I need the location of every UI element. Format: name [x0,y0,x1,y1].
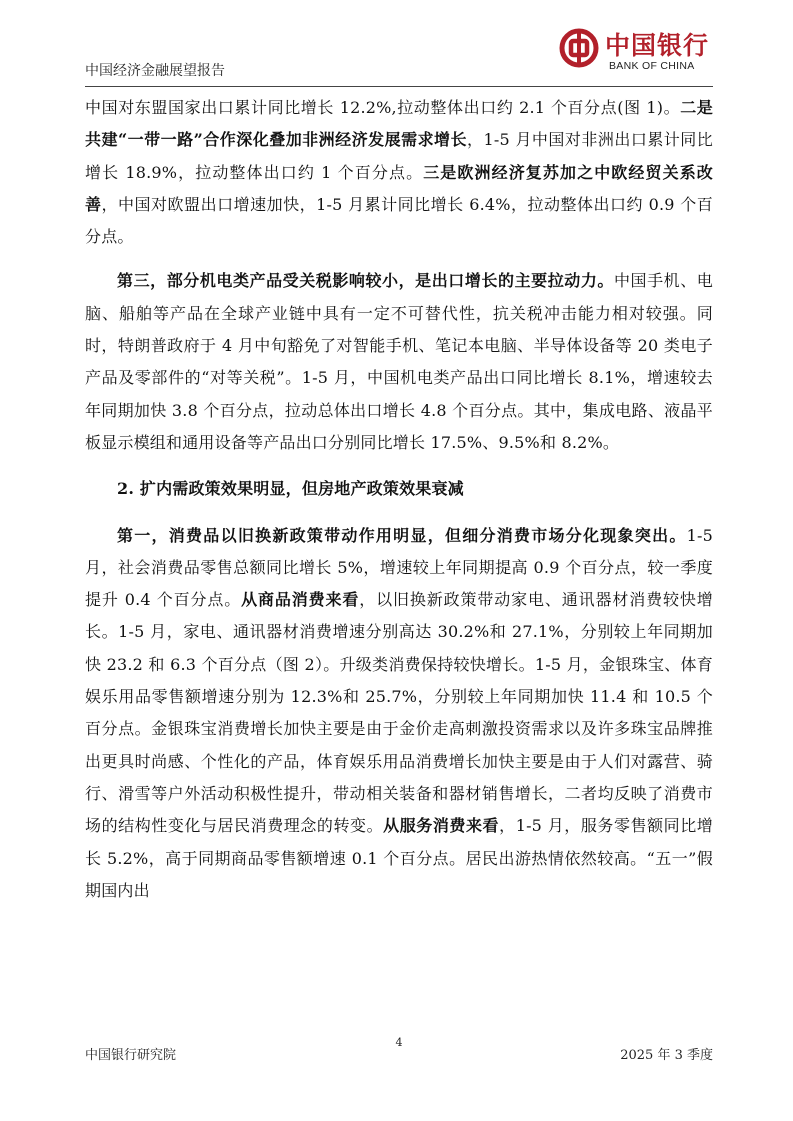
bold-phrase: 第三，部分机电类产品受关税影响较小，是出口增长的主要拉动力。 [117,271,614,291]
section-heading: 2. 扩内需政策效果明显，但房地产政策效果衰减 [117,479,464,499]
bank-of-china-emblem-icon [559,28,599,68]
paragraph-export-regions: 中国对东盟国家出口累计同比增长 12.2%,拉动整体出口约 2.1 个百分点(图 1)。二是共建“一带一路”合作深化叠加非洲经济发展需求增长，1-5 月中国对非洲出口累计同比增长 18.9%，拉动整体出口约 1 个百分点。三是欧洲经济复苏加之中欧经贸关系改善，中国对欧盟出口增速加快，1-5 月累计同比增长 6.4%，拉动整体出口约 0.9 个百分点。 [85,98,714,247]
bold-phrase: 三是欧洲经济复苏加之中欧经贸关系改善 [85,162,713,214]
bank-logo [559,24,711,80]
page-header [85,20,713,87]
bold-phrase: 从服务消费来看 [383,816,500,836]
bold-phrase: 从商品消费来看 [241,590,360,610]
logo-chinese-text: 中国银行 [605,31,710,60]
page-footer [85,1036,713,1064]
footer-institute: 中国银行研究院 [85,1048,177,1063]
bold-phrase: 二是共建“一带一路”合作深化叠加非洲经济发展需求增长 [85,98,714,150]
paragraph-electromechanical: 第三，部分机电类产品受关税影响较小，是出口增长的主要拉动力。中国手机、电脑、船舶等产品在全球产业链中具有一定不可替代性，抗关税冲击能力相对较强。同时，特朗普政府于 4 月中旬豁免了对智能手机、笔记本电脑、半导体设备等 20 类电子产品及零部件的“对等关税”。1-5 月，中国机电类产品出口同比增长 8.1%，增速较去年同期加快 3.8 个百分点，拉动总体出口增长 4.8 个百分点。其中，集成电路、液晶平板显示模组和通用设备等产品出口分别同比增长 17.5%、9.5%和 8.2%。 [85,271,713,452]
paragraph-consumption: 第一，消费品以旧换新政策带动作用明显，但细分消费市场分化现象突出。1-5 月，社会消费品零售总额同比增长 5%，增速较上年同期提高 0.9 个百分点，较一季度提升 0.4 个百分点。从商品消费来看，以旧换新政策带动家电、通讯器材消费较快增长。1-5 月，家电、通讯器材消费增速分别高达 30.2%和 27.1%，分别较上年同期加快 23.2 和 6.3 个百分点（图 2）。升级类消费保持较快增长。1-5 月，金银珠宝、体育娱乐用品零售额增速分别为 12.3%和 25.7%，分别较上年同期加快 11.4 和 10.5 个百分点。金银珠宝消费增长加快主要是由于金价走高刺激投资需求以及许多珠宝品牌推出更具时尚感、个性化的产品，体育娱乐用品消费增长加快主要是由于人们对露营、骑行、滑雪等户外活动积极性提升，带动相关装备和器材销售增长，二者均反映了消费市场的结构性变化与居民消费理念的转变。从服务消费来看，1-5 月，服务零售额同比增长 5.2%，高于同期商品零售额增速 0.1 个百分点。居民出游热情依然较高。“五一”假期国内出 [85,525,713,900]
logo-english-text: BANK OF CHINA [609,60,695,72]
bold-phrase: 第一，消费品以旧换新政策带动作用明显，但细分消费市场分化现象突出。 [117,525,687,545]
report-body [85,92,713,907]
report-title: 中国经济金融展望报告 [85,63,225,79]
page-number: 4 [395,1036,403,1049]
footer-quarter: 2025 年 3 季度 [620,1048,713,1063]
